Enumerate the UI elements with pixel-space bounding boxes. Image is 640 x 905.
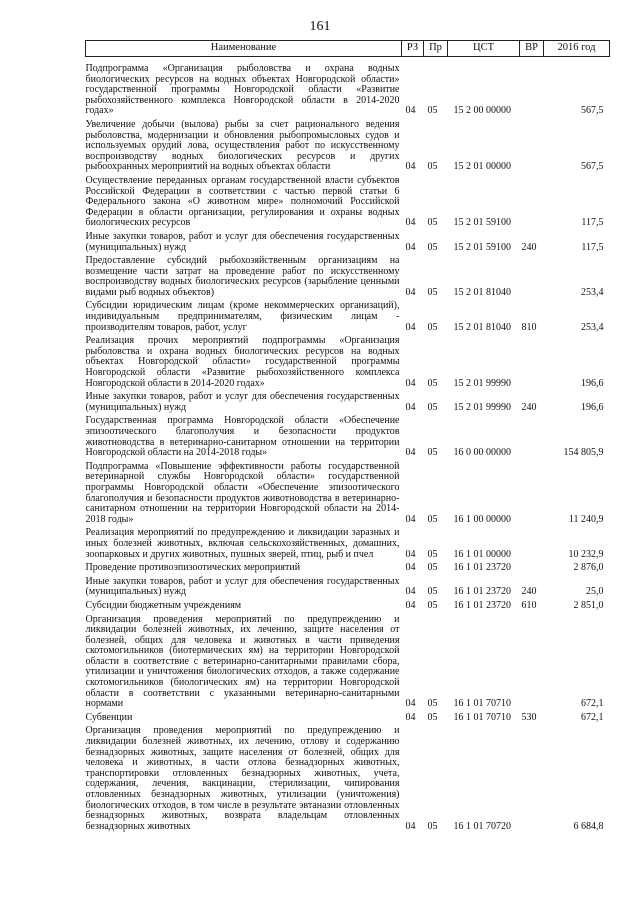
row-name: Государственная программа Новгородской области «Обеспечение эпизоотического благополучия и безопасности продуктов животноводства в ветеринарно-санитарном отношении на территории Новгородской области на 2014-2018 годы»: [85, 415, 400, 459]
row-cst: 16 1 00 00000: [453, 513, 511, 525]
table-row: [86, 230, 610, 254]
row-vr: [520, 255, 544, 300]
row-vr: [520, 415, 544, 460]
header-pr: Пр: [424, 41, 448, 57]
table-body: [86, 57, 610, 834]
row-amount: 11 240,9: [568, 513, 604, 525]
row-vr: 240: [521, 401, 537, 413]
table-row: [86, 527, 610, 562]
table-row: [86, 255, 610, 300]
row-vr: [520, 460, 544, 527]
row-rz: 04: [405, 447, 416, 459]
table-row: [86, 391, 610, 415]
row-rz: 04: [405, 286, 416, 298]
row-cst: 16 0 00 00000: [453, 447, 511, 459]
row-rz: 04: [405, 217, 416, 229]
row-cst: 15 2 01 59100: [453, 217, 511, 229]
row-amount: 567,5: [581, 105, 604, 117]
row-vr: [520, 63, 544, 119]
row-name: Организация проведения мероприятий по предупреждению и ликвидации болезней животных, их лечению, отлову и содержанию безнадзорных животных, защите населения от болезней, общих для человека и животных, в части отлова безнадзорных животных, транспортировки отловленных безнадзорных животных, учета, содержания, лечения, вакцинации, стерилизации, чипирования отловленных безнадзорных животных, утилизации (уничтожения) биологических отходов, в том числе в результате эвтаназии отловленных безнадзорных животных, возврата владельцам отловленных безнадзорных животных: [85, 725, 400, 832]
row-amount: 253,4: [581, 286, 604, 298]
row-name: Иные закупки товаров, работ и услуг для обеспечения государственных (муниципальных) нужд: [85, 575, 400, 598]
row-pr: 05: [427, 820, 438, 832]
row-rz: 04: [405, 599, 416, 611]
row-name: Подпрограмма «Организация рыболовства и охрана водных биологических ресурсов на водных объектах Новгородской области» государственной программы Новгородской области «Развитие рыбохозяйственного комплекса Новгородской области в 2014-2020 годах»: [85, 63, 400, 117]
row-pr: 05: [427, 711, 438, 723]
row-name: Реализация прочих мероприятий подпрограммы «Организация рыболовства и охрана водных биологических ресурсов на водных объектах Новгородской области» государственной программы Новгородской области «Развитие рыбохозяйственного комплекса Новгородской области в 2014-2020 годах»: [85, 335, 400, 389]
row-pr: 05: [427, 401, 438, 413]
row-vr: [520, 562, 544, 576]
row-amount: 672,1: [581, 698, 604, 710]
row-pr: 05: [427, 217, 438, 229]
row-cst: 15 2 00 00000: [453, 105, 511, 117]
row-cst: 16 1 01 23720: [453, 586, 511, 598]
row-rz: 04: [405, 698, 416, 710]
table-row: [86, 118, 610, 174]
table-row: [86, 599, 610, 613]
table-row: [86, 460, 610, 527]
row-amount: 25,0: [586, 586, 604, 598]
header-cst: ЦСТ: [448, 41, 520, 57]
header-name: Наименование: [86, 41, 402, 57]
row-amount: 672,1: [581, 711, 604, 723]
row-cst: 16 1 01 70710: [453, 711, 511, 723]
row-amount: 154 805,9: [563, 447, 604, 459]
row-amount: 196,6: [581, 377, 604, 389]
row-pr: 05: [427, 698, 438, 710]
row-name: Иные закупки товаров, работ и услуг для обеспечения государственных (муниципальных) нужд: [85, 391, 400, 413]
row-vr: 810: [521, 321, 537, 333]
row-pr: 05: [427, 377, 438, 389]
row-cst: 16 1 01 23720: [453, 599, 511, 611]
row-rz: 04: [405, 711, 416, 723]
row-amount: 117,5: [581, 241, 604, 253]
row-cst: 16 1 01 70720: [453, 820, 511, 832]
row-amount: 567,5: [581, 161, 604, 173]
row-cst: 15 2 01 99990: [453, 401, 511, 413]
table-row: [86, 300, 610, 335]
row-cst: 15 2 01 99990: [453, 377, 511, 389]
row-name: Субсидии юридическим лицам (кроме некоммерческих организаций), индивидуальным предпринимателям, физическим лицам - производителям товаров, работ, услуг: [85, 300, 400, 333]
row-rz: 04: [405, 562, 416, 574]
row-rz: 04: [405, 377, 416, 389]
row-rz: 04: [405, 321, 416, 333]
row-name: Увеличение добычи (вылова) рыбы за счет рационального ведения рыболовства, модернизации и обновления рыбопромысловых судов и используемых орудий лова, осуществления работ по искусственному воспроизводству водных биологических ресурсов и других рыбоохранных мероприятий на водных объектах области: [85, 118, 400, 173]
table-row: [86, 725, 610, 834]
row-cst: 16 1 01 00000: [453, 548, 511, 560]
row-pr: 05: [427, 447, 438, 459]
row-amount: 2 876,0: [573, 562, 604, 574]
row-name: Субвенции: [85, 711, 133, 723]
row-cst: 15 2 01 00000: [453, 161, 511, 173]
row-cst: 16 1 01 23720: [453, 562, 511, 574]
row-name: Предоставление субсидий рыбохозяйственным организациям на возмещение части затрат на проведение работ по искусственному воспроизводству водных биологических ресурсов (зарыбление ценными видами рыб водных объектов): [85, 255, 400, 298]
row-name: Подпрограмма «Повышение эффективности работы государственной ветеринарной службы Новгородской области» государственной программы Новгородской области «Обеспечение эпизоотического благополучия и безопасности продуктов животноводства в ветеринарно-санитарном отношении на территории Новгородской области на 2014-2018 годы»: [85, 460, 400, 525]
row-vr: [520, 527, 544, 562]
row-pr: 05: [427, 599, 438, 611]
row-rz: 04: [405, 548, 416, 560]
row-vr: 610: [521, 599, 537, 611]
row-vr: [520, 118, 544, 174]
row-vr: 240: [521, 586, 537, 598]
row-pr: 05: [427, 586, 438, 598]
row-name: Иные закупки товаров, работ и услуг для обеспечения государственных (муниципальных) нужд: [85, 230, 400, 253]
row-name: Реализация мероприятий по предупреждению и ликвидации заразных и иных болезней животных, включая сельскохозяйственных, домашних, зоопарковых и других животных, пушных зверей, птиц, рыб и пчел: [85, 527, 400, 560]
page-number: 161: [309, 19, 331, 34]
row-pr: 05: [427, 105, 438, 117]
row-pr: 05: [427, 513, 438, 525]
budget-table: [85, 40, 610, 835]
row-amount: 117,5: [581, 217, 604, 229]
table-row: [86, 174, 610, 230]
row-cst: 16 1 01 70710: [453, 698, 511, 710]
row-cst: 15 2 01 59100: [453, 241, 511, 253]
row-name: Осуществление переданных органам государственной власти субъектов Российской Федерации в соответствии с частью первой статьи 6 Федерального закона «О животном мире» полномочий Российской Федерации в области организации, регулирования и охраны водных биологических ресурсов: [85, 174, 400, 229]
row-pr: 05: [427, 286, 438, 298]
header-vr: ВР: [520, 41, 544, 57]
row-pr: 05: [427, 161, 438, 173]
row-rz: 04: [405, 820, 416, 832]
row-pr: 05: [427, 562, 438, 574]
header-rz: РЗ: [402, 41, 424, 57]
row-amount: 10 232,9: [568, 548, 604, 560]
row-name: Субсидии бюджетным учреждениям: [85, 599, 242, 611]
row-vr: [520, 613, 544, 711]
row-rz: 04: [405, 161, 416, 173]
row-name: Проведение противоэпизоотических мероприятий: [85, 562, 301, 574]
row-pr: 05: [427, 548, 438, 560]
table-row: [86, 711, 610, 725]
row-vr: [520, 174, 544, 230]
row-amount: 253,4: [581, 321, 604, 333]
row-vr: [520, 335, 544, 391]
row-vr: [520, 725, 544, 834]
header-year: 2016 год: [544, 41, 610, 57]
table-row: [86, 613, 610, 711]
row-vr: 240: [521, 241, 537, 253]
row-name: Организация проведения мероприятий по предупреждению и ликвидации болезней животных, их лечению, защите населения от болезней, общих для человека и животных в части приведения скотомогильников (биотермических ям) на территории Новгородской области в соответствие с ветеринарно-санитарными правилами сбора, утилизации и уничтожения биологических отходов, а также содержание скотомогильников (биологических ям) на территории Новгородской области в соответствии с указанными ветеринарно-санитарными нормами: [85, 613, 400, 710]
row-rz: 04: [405, 401, 416, 413]
row-cst: 15 2 01 81040: [453, 321, 511, 333]
table-row: [86, 63, 610, 119]
row-rz: 04: [405, 241, 416, 253]
row-rz: 04: [405, 105, 416, 117]
row-vr: 530: [521, 711, 537, 723]
row-amount: 196,6: [581, 401, 604, 413]
table-row: [86, 575, 610, 599]
table-header: [86, 41, 610, 57]
row-rz: 04: [405, 586, 416, 598]
table-row: [86, 415, 610, 460]
row-rz: 04: [405, 513, 416, 525]
row-cst: 15 2 01 81040: [453, 286, 511, 298]
row-amount: 6 684,8: [573, 820, 604, 832]
table-row: [86, 335, 610, 391]
table-row: [86, 562, 610, 576]
row-amount: 2 851,0: [573, 599, 604, 611]
row-pr: 05: [427, 241, 438, 253]
row-pr: 05: [427, 321, 438, 333]
